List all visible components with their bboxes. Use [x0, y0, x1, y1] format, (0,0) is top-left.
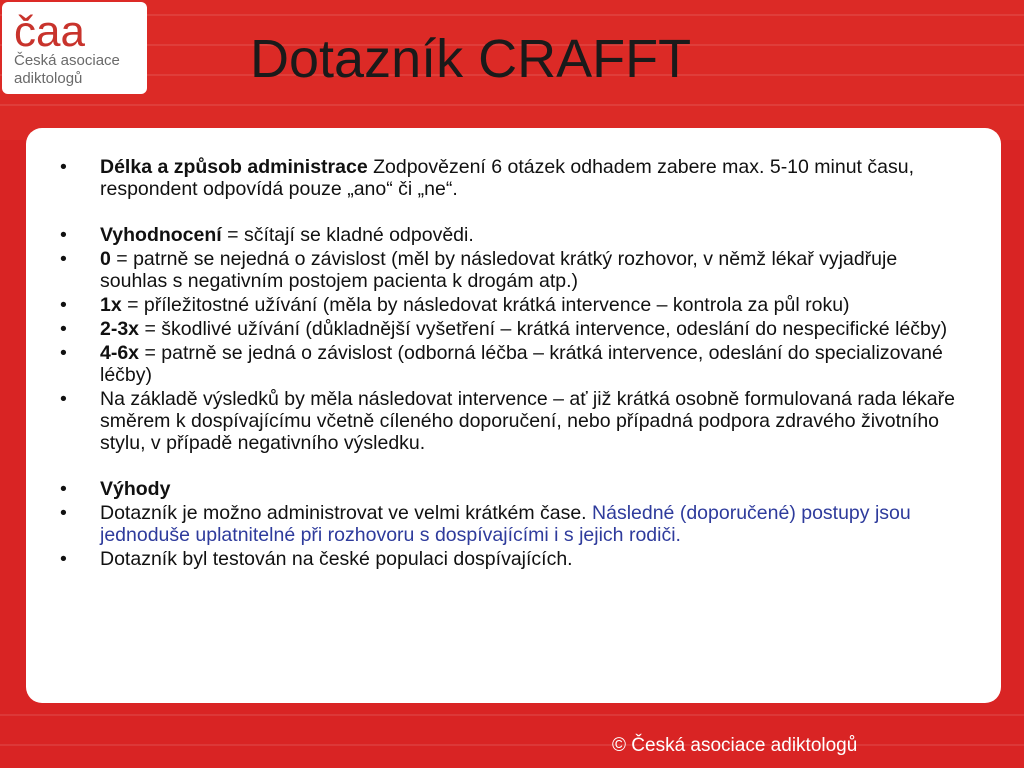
bullet-text: Dotazník je možno administrovat ve velmi krátkém čase. [100, 502, 593, 524]
bullet-dot: • [60, 318, 67, 340]
bullet-item [60, 548, 960, 570]
bullet-text: = patrně se jedná o závislost (odborná léčba – krátká intervence, odeslání do specializované léčby) [100, 342, 943, 386]
bullet-text: = patrně se nejedná o závislost (měl by následovat krátký rozhovor, v němž lékař vyjadřuje souhlas s negativním postojem pacienta k drogám atp.) [100, 248, 898, 292]
bullet-item [60, 248, 960, 292]
bullet-dot: • [60, 502, 67, 524]
logo-text-line-2: adiktologů [14, 70, 83, 87]
bullet-text: = škodlivé užívání (důkladnější vyšetření – krátká intervence, odeslání do nespecifické léčby) [139, 318, 948, 340]
bullet-text: Na základě výsledků by měla následovat intervence – ať již krátká osobně formulovaná rada lékaře směrem k dospívajícímu včetně cíleného doporučení, nebo případná podpora zdravého životního stylu, v případě negativního výsledku. [100, 388, 955, 454]
bullet-bold: Výhody [100, 478, 171, 500]
logo-mark-text: čaa [14, 8, 85, 52]
bullet-item [60, 156, 960, 200]
logo [2, 2, 147, 94]
logo-text-line-1: Česká asociace [14, 52, 120, 69]
bullet-item [60, 224, 960, 246]
bullet-text: = příležitostné užívání (měla by následovat krátká intervence – kontrola za půl roku) [121, 294, 850, 316]
bullet-item [60, 318, 960, 340]
bullet-item [60, 502, 960, 546]
bullet-item [60, 342, 960, 386]
slide-title: Dotazník CRAFFT [250, 29, 692, 89]
bullet-text: Dotazník byl testován na české populaci dospívajících. [100, 548, 573, 570]
bullet-list [60, 156, 960, 572]
bullet-dot: • [60, 224, 67, 246]
bullet-dot: • [60, 548, 67, 570]
bullet-text-highlight: Následné (doporučené) postupy jsou jednoduše uplatnitelné při rozhovoru s dospívajícími i s jejich rodiči. [100, 502, 911, 546]
footer-copyright: © Česká asociace adiktologů [612, 735, 858, 756]
bullet-bold: 2-3x [100, 318, 140, 340]
bullet-text: = sčítají se kladné odpovědi. [221, 224, 474, 246]
bullet-dot: • [60, 156, 67, 178]
bullet-item [60, 388, 960, 454]
logo-mark [12, 8, 132, 52]
bullet-text: Zodpovězení 6 otázek odhadem zabere max. 5-10 minut času, respondent odpovídá pouze „ano“ či „ne“. [100, 156, 915, 200]
bullet-bold: 4-6x [100, 342, 140, 364]
bullet-bold: 0 [100, 248, 111, 270]
bullet-bold: Délka a způsob administrace [100, 156, 368, 178]
bullet-bold: 1x [100, 294, 122, 316]
bullet-bold: Vyhodnocení [100, 224, 222, 246]
bullet-dot: • [60, 342, 67, 364]
bullet-dot: • [60, 294, 67, 316]
bullet-item [60, 478, 960, 500]
bullet-item [60, 294, 960, 316]
bullet-dot: • [60, 388, 67, 410]
bullet-dot: • [60, 478, 67, 500]
bullet-dot: • [60, 248, 67, 270]
